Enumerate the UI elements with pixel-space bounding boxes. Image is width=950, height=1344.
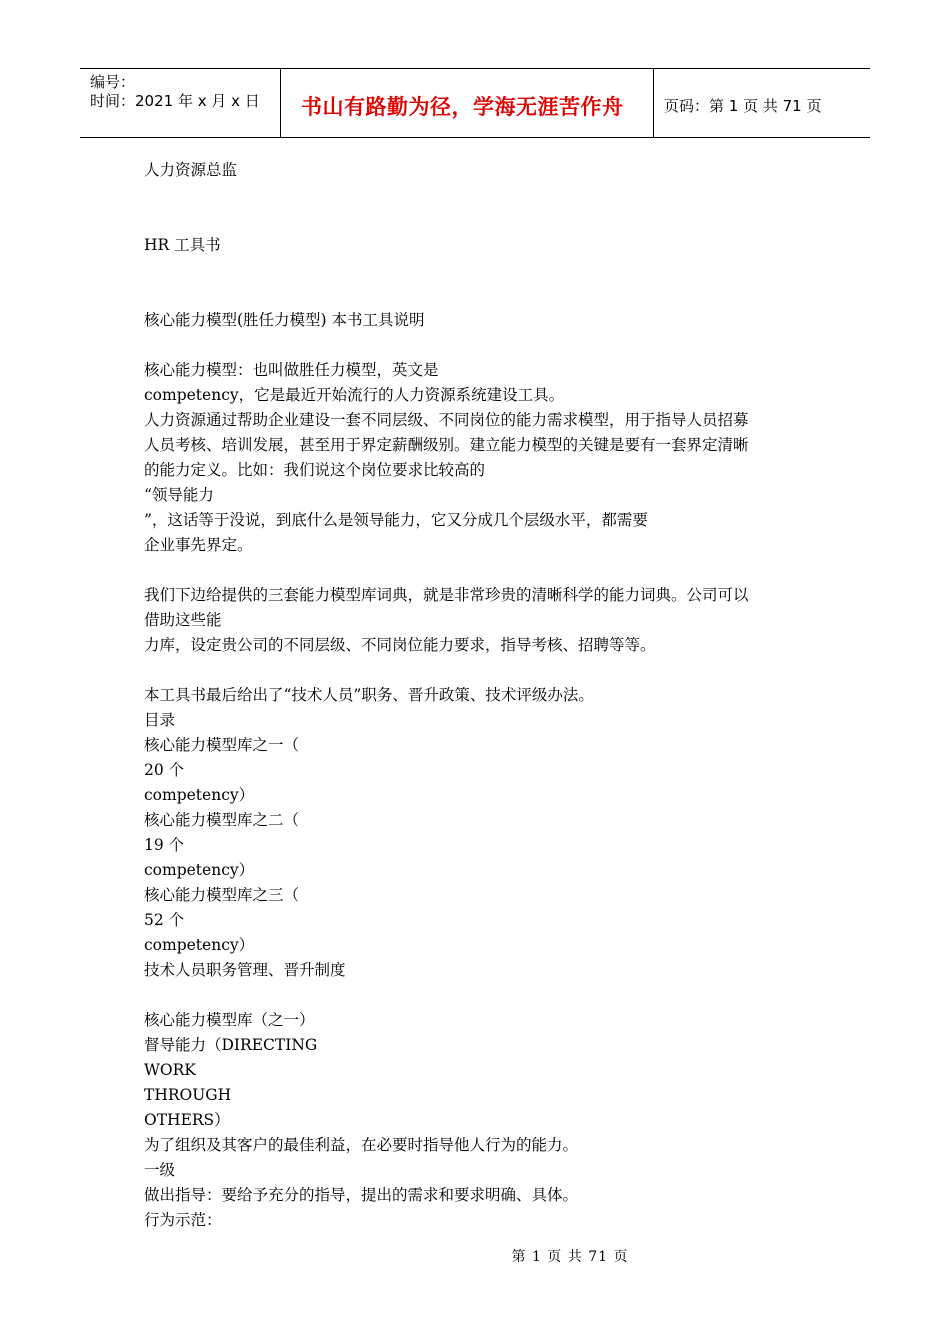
header-motto-cell — [281, 69, 654, 137]
toc-item: competency） — [144, 786, 255, 804]
page-number-label: 页码：第 1 页 共 71 页 — [664, 96, 822, 115]
toc-item: 核心能力模型库之三（ — [144, 886, 300, 904]
paragraph-line: 本工具书最后给出了“技术人员”职务、晋升政策、技术评级办法。 — [144, 686, 594, 704]
document-body — [144, 158, 814, 1233]
paragraph-line: ”，这话等于没说，到底什么是领导能力，它又分成几个层级水平，都需要 — [144, 511, 648, 529]
paragraph-line: THROUGH — [144, 1086, 232, 1104]
code-label: 编号： — [90, 73, 136, 91]
paragraph-line: 借助这些能 — [144, 611, 222, 629]
section-heading: 核心能力模型库（之一） — [144, 1011, 315, 1029]
toc-item: competency） — [144, 861, 255, 879]
paragraph-line: “领导能力 — [144, 486, 214, 504]
paragraph-line: 企业事先界定。 — [144, 536, 253, 554]
motto-text: 书山有路勤为径，学海无涯苦作舟 — [301, 95, 624, 119]
paragraph-line: 做出指导：要给予充分的指导，提出的需求和要求明确、具体。 — [144, 1186, 579, 1204]
toc-heading: 目录 — [144, 711, 176, 729]
toc-item: 20 个 — [144, 761, 185, 779]
paragraph-line: 一级 — [144, 1161, 176, 1179]
paragraph-line: 核心能力模型：也叫做胜任力模型，英文是 — [144, 361, 439, 379]
paragraph-line: 的能力定义。比如：我们说这个岗位要求比较高的 — [144, 461, 486, 479]
paragraph-line: 为了组织及其客户的最佳利益，在必要时指导他人行为的能力。 — [144, 1136, 579, 1154]
header-page-cell — [654, 69, 870, 137]
paragraph-line: 行为示范： — [144, 1211, 222, 1229]
paragraph-line: competency，它是最近开始流行的人力资源系统建设工具。 — [144, 386, 565, 404]
page-header — [80, 68, 870, 138]
toc-item: 核心能力模型库之一（ — [144, 736, 300, 754]
paragraph-line: OTHERS） — [144, 1111, 230, 1129]
doc-subtitle: HR 工具书 — [144, 236, 221, 254]
tool-description-heading: 核心能力模型(胜任力模型) 本书工具说明 — [144, 311, 425, 329]
toc-item: 19 个 — [144, 836, 185, 854]
header-meta-cell — [80, 69, 281, 137]
page-footer: 第 1 页 共 71 页 — [511, 1249, 629, 1265]
time-label: 时间：2021 年 x 月 x 日 — [90, 92, 260, 110]
toc-item: competency） — [144, 936, 255, 954]
paragraph-line: WORK — [144, 1061, 196, 1079]
doc-title: 人力资源总监 — [144, 161, 238, 179]
toc-item: 核心能力模型库之二（ — [144, 811, 300, 829]
paragraph-line: 我们下边给提供的三套能力模型库词典，就是非常珍贵的清晰科学的能力词典。公司可以 — [144, 586, 749, 604]
paragraph-line: 督导能力（DIRECTING — [144, 1036, 318, 1054]
toc-item: 技术人员职务管理、晋升制度 — [144, 961, 346, 979]
paragraph-line: 人力资源通过帮助企业建设一套不同层级、不同岗位的能力需求模型，用于指导人员招募 — [144, 411, 749, 429]
toc-item: 52 个 — [144, 911, 185, 929]
paragraph-line: 力库，设定贵公司的不同层级、不同岗位能力要求，指导考核、招聘等等。 — [144, 636, 656, 654]
paragraph-line: 人员考核、培训发展，甚至用于界定薪酬级别。建立能力模型的关键是要有一套界定清晰 — [144, 436, 749, 454]
